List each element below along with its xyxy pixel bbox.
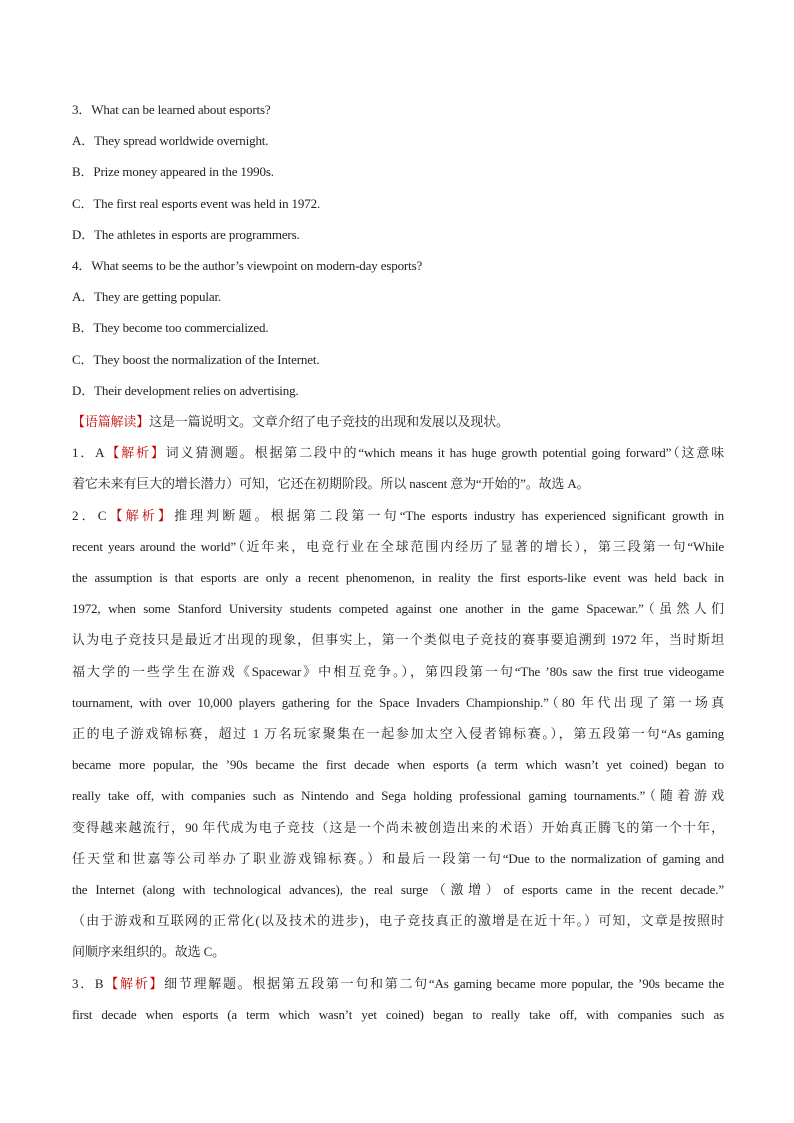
analysis-heading-text: 这是一篇说明文。文章介绍了电子竞技的出现和发展以及现状。 — [149, 414, 509, 429]
question-3-stem: 3．What can be learned about esports? — [72, 102, 271, 117]
answer-2-line-14: （由于游戏和互联网的正常化(以及技术的进步)，电子竞技真正的激增是在近十年。）可知，文章是按照时 — [72, 913, 724, 928]
question-4-option-b: B．They become too commercialized. — [72, 320, 269, 335]
answer-1-tag: 【解析】 — [104, 445, 166, 460]
answer-2-line-2: recent years around the world”（近年来，电竞行业在全球范围内经历了显著的增长），第三段第一句“While — [72, 539, 724, 554]
question-3-option-b: B．Prize money appeared in the 1990s. — [72, 164, 274, 179]
answer-1-prefix: 1．A — [72, 445, 105, 460]
answer-2-prefix: 2．C — [72, 508, 107, 523]
answer-2-line-1 — [72, 506, 724, 526]
question-4-option-d: D．Their development relies on advertising. — [72, 383, 299, 398]
question-3-option-c: C．The first real esports event was held in 1972. — [72, 196, 321, 211]
analysis-heading-tag: 【语篇解读】 — [72, 414, 150, 429]
answer-3-prefix: 3．B — [72, 976, 104, 991]
question-4-option-a: A．They are getting popular. — [72, 289, 222, 304]
answer-3-line-1 — [72, 974, 724, 994]
answer-3-line-2: first decade when esports (a term which wasn’t yet coined) began to really take off, with companies such as — [72, 1007, 724, 1022]
answer-2-line-15: 间顺序来组织的。故选 C。 — [72, 944, 225, 959]
answer-2-line-11: 变得越来越流行，90 年代成为电子竞技（这是一个尚未被创造出来的术语）开始真正腾飞的第一个十年， — [72, 820, 724, 835]
answer-2-line-7: tournament, with over 10,000 players gathering for the Space Invaders Championship.”（80 年代出现了第一场真 — [72, 695, 724, 710]
analysis-heading — [72, 412, 724, 432]
question-4-option-c: C．They boost the normalization of the Internet. — [72, 352, 320, 367]
answer-2-line-9: became more popular, the ’90s became the first decade when esports (a term which wasn’t yet coined) began to — [72, 757, 724, 772]
answer-3-text: 细节理解题。根据第五段第一句和第二句“As gaming became more popular, the ’90s became the — [164, 976, 724, 991]
answer-2-tag: 【解析】 — [106, 508, 175, 523]
answer-2-line-4: 1972, when some Stanford University students competed against one another in the game Spacewar.”（虽然人们 — [72, 601, 724, 616]
answer-2-line-12: 任天堂和世嘉等公司举办了职业游戏锦标赛。）和最后一段第一句“Due to the normalization of gaming and — [72, 851, 724, 866]
question-3-option-a: A．They spread worldwide overnight. — [72, 133, 269, 148]
answer-1-text: 词义猜测题。根据第二段中的“which means it has huge growth potential going forward”（这意味 — [165, 445, 724, 460]
answer-2-text: 推理判断题。根据第二段第一句“The esports industry has experienced significant growth in — [174, 508, 724, 523]
answer-2-line-8: 正的电子游戏锦标赛，超过 1 万名玩家聚集在一起参加太空入侵者锦标赛。），第五段第一句“As gaming — [72, 726, 724, 741]
answer-1-line-1 — [72, 443, 724, 463]
answer-2-line-6: 福大学的一些学生在游戏《Spacewar》中相互竞争。），第四段第一句“The ’80s saw the first true videogame — [72, 664, 724, 679]
answer-2-line-5: 认为电子竞技只是最近才出现的现象，但事实上，第一个类似电子竞技的赛事要追溯到 1972 年，当时斯坦 — [72, 632, 724, 647]
question-3-option-d: D．The athletes in esports are programmers. — [72, 227, 300, 242]
answer-2-line-3: the assumption is that esports are only a recent phenomenon, in reality the first esports-like event was held back in — [72, 570, 724, 585]
answer-1-line-2: 着它未来有巨大的增长潜力）可知，它还在初期阶段。所以 nascent 意为“开始的”。故选 A。 — [72, 476, 590, 491]
answer-2-line-10: really take off, with companies such as Nintendo and Sega holding professional gaming tournaments.”（随着游戏 — [72, 788, 724, 803]
question-4-stem: 4．What seems to be the author’s viewpoint on modern-day esports? — [72, 258, 423, 273]
answer-2-line-13: the Internet (along with technological advances), the real surge（激增）of esports came in the recent decade.” — [72, 882, 724, 897]
answer-3-tag: 【解析】 — [103, 976, 165, 991]
